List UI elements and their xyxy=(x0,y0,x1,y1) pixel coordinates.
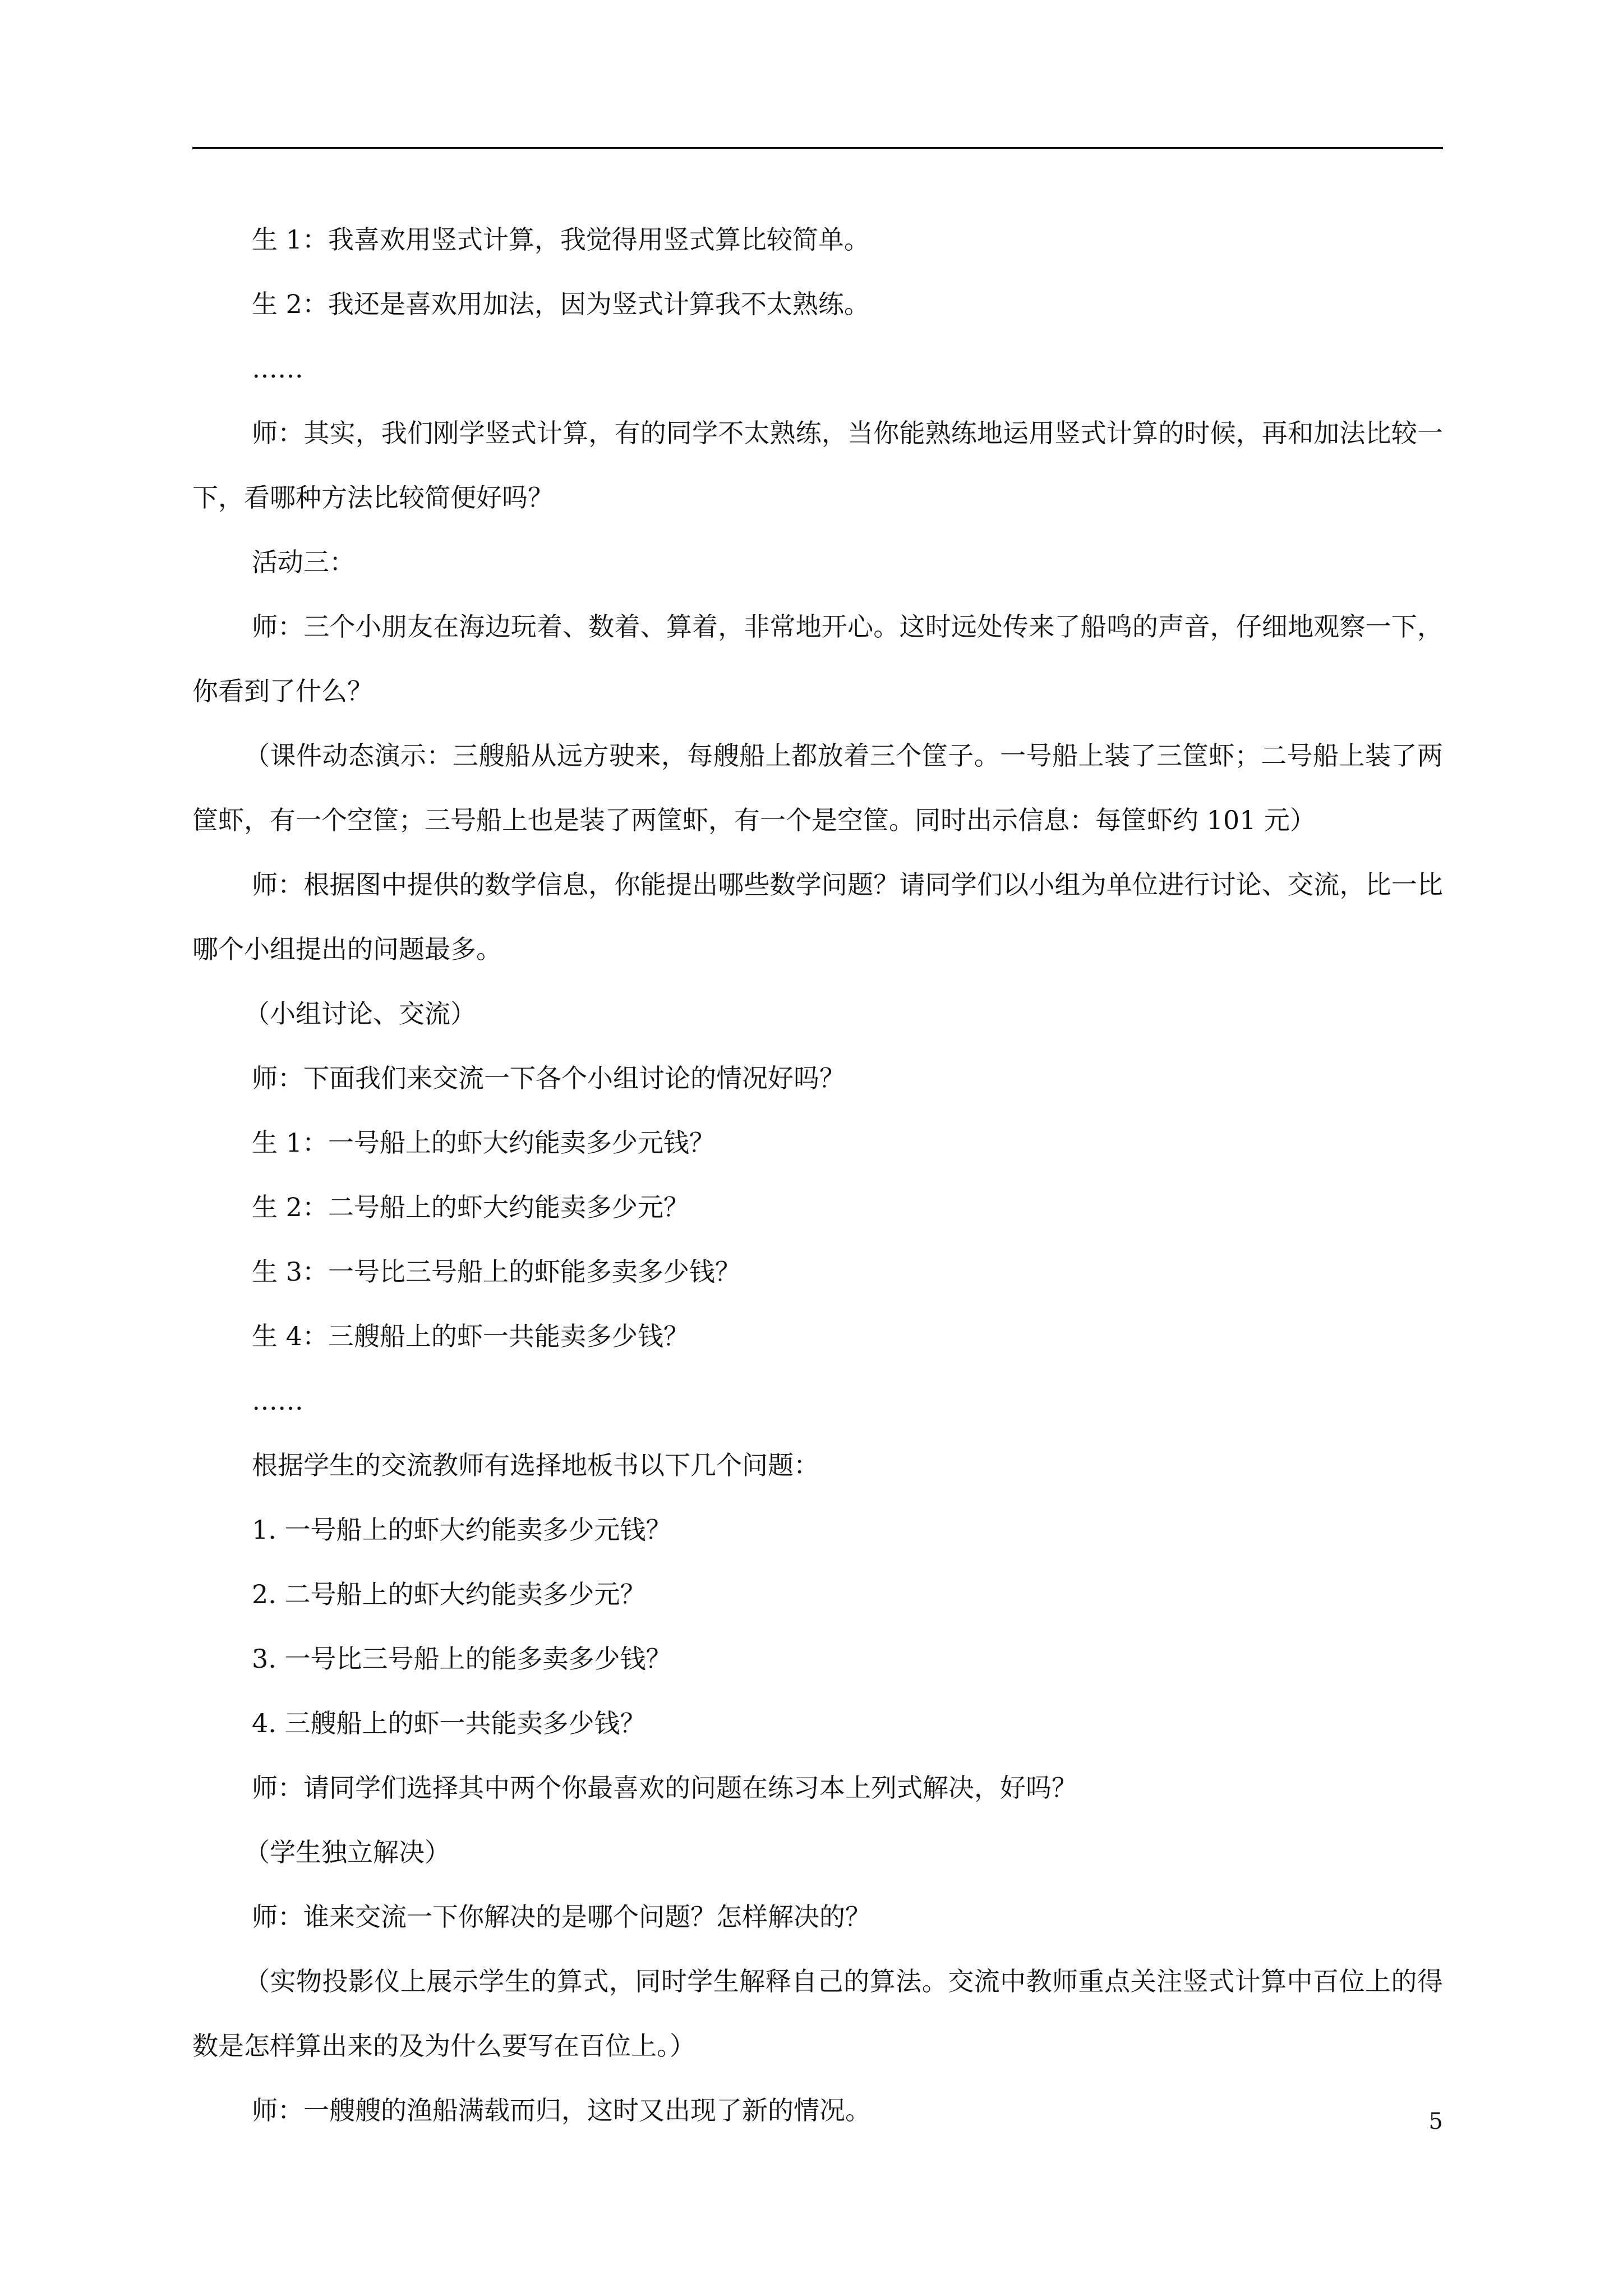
paragraph: 生 2：我还是喜欢用加法，因为竖式计算我不太熟练。 xyxy=(252,289,870,319)
list-item: 4. 三艘船上的虾一共能卖多少钱？ xyxy=(252,1708,646,1738)
paragraph-note: （小组讨论、交流） xyxy=(244,999,476,1029)
ellipsis: …… xyxy=(252,353,303,384)
page-body xyxy=(192,208,1443,2143)
paragraph: 生 1：我喜欢用竖式计算，我觉得用竖式算比较简单。 xyxy=(252,224,870,255)
paragraph: 生 3：一号比三号船上的虾能多卖多少钱？ xyxy=(252,1257,741,1287)
paragraph: 生 1：一号船上的虾大约能卖多少元钱？ xyxy=(252,1128,715,1158)
paragraph: 生 2：二号船上的虾大约能卖多少元？ xyxy=(252,1192,689,1222)
paragraph: 师：谁来交流一下你解决的是哪个问题？怎样解决的？ xyxy=(252,1902,871,1932)
paragraph: 师：根据图中提供的数学信息，你能提出哪些数学问题？请同学们以小组为单位进行讨论、交流，比一比哪个小组提出的问题最多。 xyxy=(192,869,1443,964)
ellipsis: …… xyxy=(252,1386,303,1416)
list-item: 3. 一号比三号船上的能多卖多少钱？ xyxy=(252,1644,672,1674)
page-number: 5 xyxy=(1428,2109,1443,2134)
paragraph: 师：其实，我们刚学竖式计算，有的同学不太熟练，当你能熟练地运用竖式计算的时候，再和加法比较一下，看哪种方法比较简便好吗？ xyxy=(192,418,1443,513)
paragraph: 生 4：三艘船上的虾一共能卖多少钱？ xyxy=(252,1321,689,1351)
paragraph: 师：一艘艘的渔船满载而归，这时又出现了新的情况。 xyxy=(252,2095,871,2125)
list-item: 1. 一号船上的虾大约能卖多少元钱？ xyxy=(252,1515,672,1545)
paragraph-note: （实物投影仪上展示学生的算式，同时学生解释自己的算法。交流中教师重点关注竖式计算中百位上的得数是怎样算出来的及为什么要写在百位上。） xyxy=(192,1966,1443,2061)
list-item: 2. 二号船上的虾大约能卖多少元？ xyxy=(252,1579,646,1609)
header-rule xyxy=(192,147,1443,149)
paragraph-note: （学生独立解决） xyxy=(244,1837,450,1867)
paragraph: 师：请同学们选择其中两个你最喜欢的问题在练习本上列式解决，好吗？ xyxy=(252,1773,1077,1803)
paragraph-note: （课件动态演示：三艘船从远方驶来，每艘船上都放着三个筐子。一号船上装了三筐虾；二号船上装了两筐虾，有一个空筐；三号船上也是装了两筐虾，有一个是空筐。同时出示信息：每筐虾约 101 元） xyxy=(192,740,1443,835)
section-heading: 活动三： xyxy=(252,547,355,577)
paragraph: 师：三个小朋友在海边玩着、数着、算着，非常地开心。这时远处传来了船鸣的声音，仔细地观察一下，你看到了什么？ xyxy=(192,611,1443,706)
paragraph: 根据学生的交流教师有选择地板书以下几个问题： xyxy=(252,1450,819,1480)
paragraph: 师：下面我们来交流一下各个小组讨论的情况好吗？ xyxy=(252,1063,845,1093)
